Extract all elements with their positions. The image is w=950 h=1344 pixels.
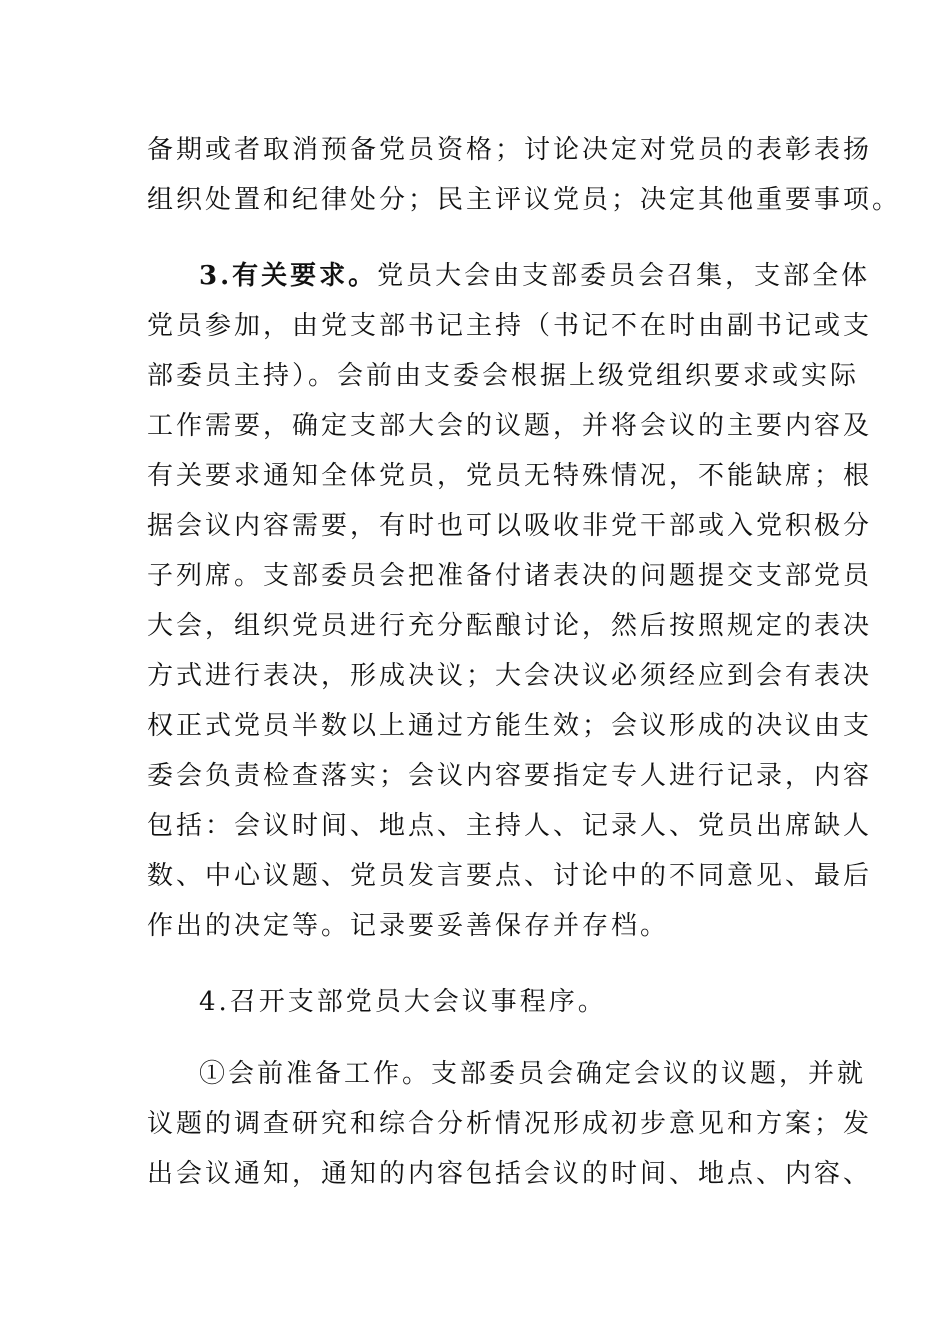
text-line: 包括：会议时间、地点、主持人、记录人、党员出席缺人	[147, 811, 873, 841]
text-line: 作出的决定等。记录要妥善保存并存档。	[147, 911, 670, 941]
text-line: 组织处置和纪律处分；民主评议党员；决定其他重要事项。	[147, 185, 902, 215]
text-line: 权正式党员半数以上通过方能生效；会议形成的决议由支	[147, 711, 873, 741]
text-line: 党员参加，由党支部书记主持（书记不在时由副书记或支	[147, 311, 873, 341]
text-line: 部委员主持）。会前由支委会根据上级党组织要求或实际	[147, 361, 860, 391]
text-line: 子列席。支部委员会把准备付诸表决的问题提交支部党员	[147, 561, 873, 591]
text-line	[147, 258, 871, 308]
text-line: 议题的调查研究和综合分析情况形成初步意见和方案；发	[147, 1109, 873, 1139]
paragraph-procedure-heading	[147, 984, 807, 1034]
paragraph-requirements	[147, 258, 873, 958]
section-heading: 3.有关要求。	[199, 261, 378, 291]
text-line: 工作需要，确定支部大会的议题，并将会议的主要内容及	[147, 411, 873, 441]
text-line: 委会负责检查落实；会议内容要指定专人进行记录，内容	[147, 761, 873, 791]
text-line: 大会，组织党员进行充分酝酿讨论，然后按照规定的表决	[147, 611, 873, 641]
text-run: 党员大会由支部委员会召集，支部全体	[377, 261, 871, 291]
paragraph-duties-continued	[147, 132, 902, 232]
text-line: 备期或者取消预备党员资格；讨论决定对党员的表彰表扬	[147, 135, 873, 165]
text-line: 据会议内容需要，有时也可以吸收非党干部或入党积极分	[147, 511, 873, 541]
text-line: 有关要求通知全体党员，党员无特殊情况，不能缺席；根	[147, 461, 873, 491]
text-line: 4.召开支部党员大会议事程序。	[199, 987, 607, 1017]
text-line: 出会议通知，通知的内容包括会议的时间、地点、内容、	[147, 1159, 873, 1189]
paragraph-preparation	[147, 1056, 873, 1206]
text-line: 数、中心议题、党员发言要点、讨论中的不同意见、最后	[147, 861, 873, 891]
text-line: ①会前准备工作。支部委员会确定会议的议题，并就	[199, 1059, 867, 1089]
text-line: 方式进行表决，形成决议；大会决议必须经应到会有表决	[147, 661, 873, 691]
